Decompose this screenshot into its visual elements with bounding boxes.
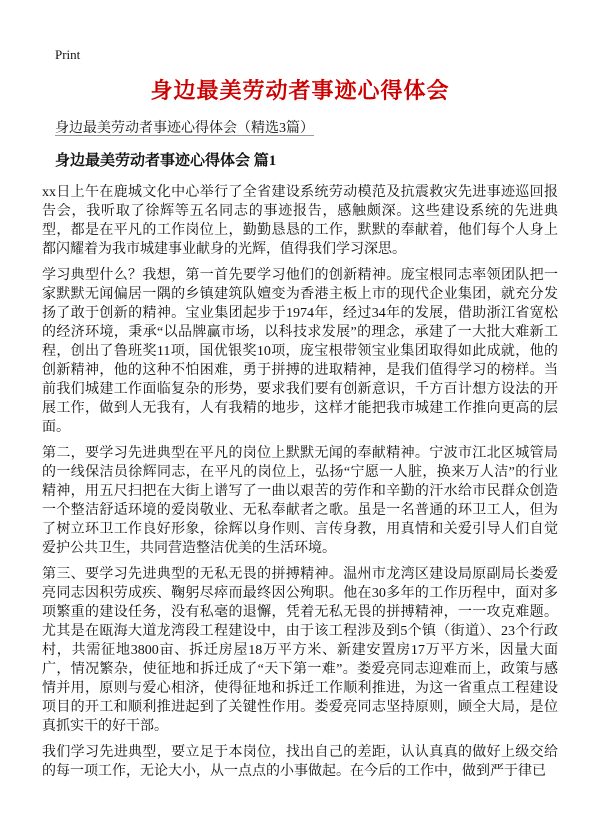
doc-subtitle: 身边最美劳动者事迹心得体会（精选3篇） bbox=[55, 121, 314, 136]
paragraph-2: 学习典型什么？我想，第一首先要学习他们的创新精神。庞宝根同志率领团队把一家默默无闻偏居一隅的乡镇建筑队嬗变为香港主板上市的现代企业集团，就充分发扬了敢于创新的精神。宝业集团起步于1974年，经过34年的发展，借助浙江省宽松的经济环境，秉承“以品牌赢市场，以科技求发展”的理念，承建了一大批大难新工程，创出了鲁班奖11项，国优银奖10项，庞宝根带领宝业集团取得如此成就，他的创新精神，他的这种不怕困难，勇于拼搏的进取精神，是我们值得学习的榜样。当前我们城建工作面临复杂的形势，要求我们要有创新意识，千方百计想方设法的开展工作，做到人无我有，人有我精的地步，这样才能把我市城建工作推向更高的层面。 bbox=[42, 268, 558, 435]
paragraph-3: 第二，要学习先进典型在平凡的岗位上默默无闻的奉献精神。宁波市江北区城管局的一线保洁员徐辉同志，在平凡的岗位上，弘扬“宁愿一人脏，换来万人洁”的行业精神，用五尺扫把在大街上谱写了一曲以艰苦的劳作和辛勤的汗水给市民群众创造一个整洁舒适环境的爱岗敬业、无私奉献者之歌。虽是一名普通的环卫工人，但为了树立环卫工作良好形象，徐辉以身作则、言传身教，用真情和关爱引导人们自觉爱护公共卫生，共同营造整洁优美的生活环境。 bbox=[42, 446, 558, 556]
page-title: 身边最美劳动者事迹心得体会 bbox=[150, 78, 450, 103]
section-heading: 身边最美劳动者事迹心得体会 篇1 bbox=[55, 153, 277, 169]
paragraph-4: 第三、要学习先进典型的无私无畏的拼搏精神。温州市龙湾区建设局原副局长娄爱亮同志因积劳成疾、鞠躬尽瘁而最终因公殉职。他在30多年的工作历程中，面对多项繁重的建设任务，没有私毫的退懈，凭着无私无畏的拼搏精神，一一攻克难题。尤其是在瓯海大道龙湾段工程建设中，由于该工程涉及到5个镇（街道）、23个行政村，共需征地3800亩、拆迁房屋18万平方米、新建安置房17万平方米，因量大面广，情况繁杂，使征地和拆迁成了“天下第一难”。娄爱亮同志迎难而上，政策与感情并用，原则与爱心相济，使得征地和拆迁工作顺利推进，为这一省重点工程建设项目的开工和顺利推进起到了关键性作用。娄爱亮同志坚持原则，顾全大局，是位真抓实干的好干部。 bbox=[42, 567, 558, 734]
article-body bbox=[42, 183, 558, 781]
print-link[interactable]: Print bbox=[55, 47, 81, 62]
paragraph-1: xx日上午在鹿城文化中心举行了全省建设系统劳动模范及抗震救灾先进事迹巡回报告会，我听取了徐辉等五名同志的事迹报告，感触颇深。这些建设系统的先进典型，都是在平凡的工作岗位上，勤勤恳恳的工作，默默的奉献着，他们每个人身上都闪耀着为我市城建事业献身的光辉，值得我们学习深思。 bbox=[42, 185, 558, 257]
paragraph-5: 我们学习先进典型，要立足于本岗位，找出自己的差距，认认真真的做好上级交给的每一项工作，无论大小，从一点点的小事做起。在今后的工作中，做到严于律已 bbox=[42, 745, 558, 779]
